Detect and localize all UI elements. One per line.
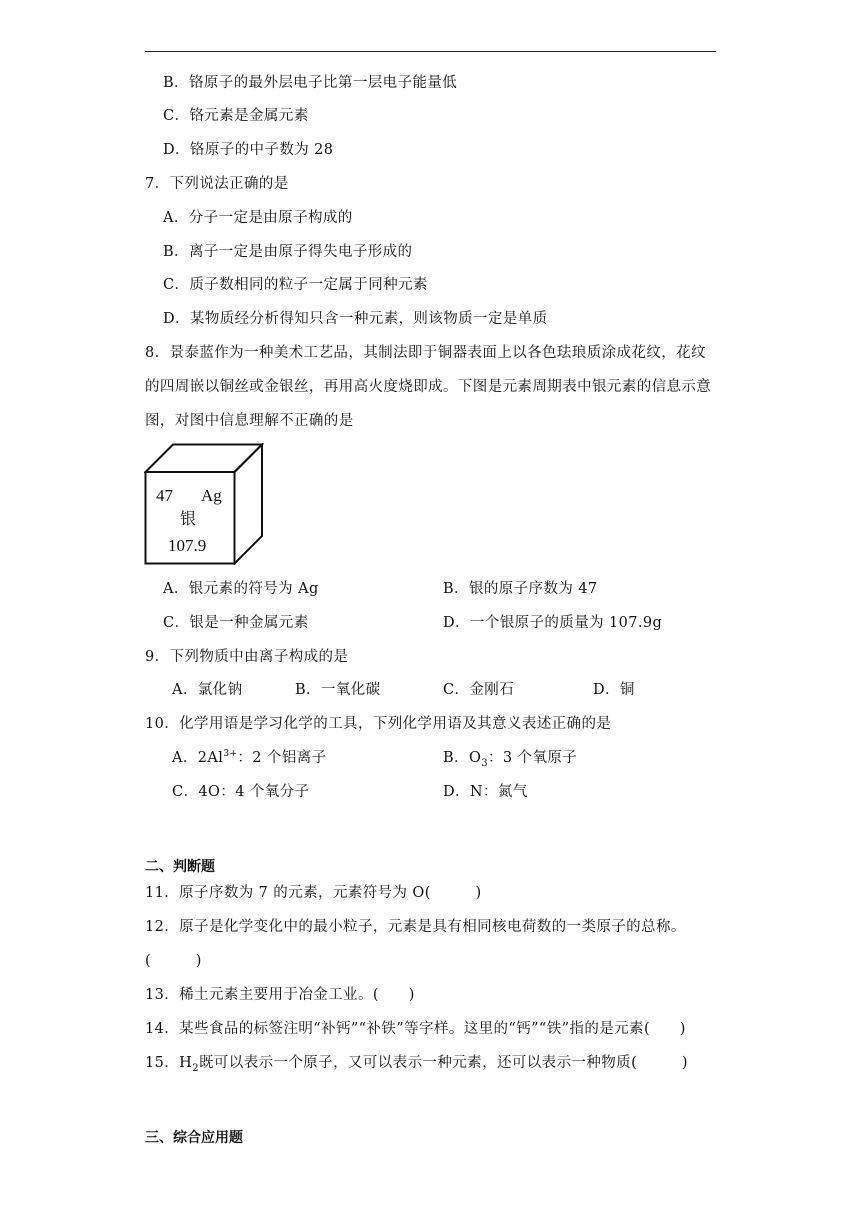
- element-symbol: Ag: [201, 486, 222, 505]
- q10-stem: 10．化学用语是学习化学的工具，下列化学用语及其意义表述正确的是: [145, 716, 612, 732]
- header-rule: [145, 51, 716, 52]
- q12-line1: 12．原子是化学变化中的最小粒子，元素是具有相同核电荷数的一类原子的总称。: [145, 919, 686, 935]
- q10-option-d: D．N：氮气: [443, 784, 528, 800]
- q10-option-a: A．$2Al^{3+}$：2 个铝离子: [172, 749, 327, 766]
- q7-stem: 7．下列说法正确的是: [145, 176, 289, 192]
- q9-stem: 9．下列物质中由离子构成的是: [145, 649, 349, 665]
- atomic-number: 47: [156, 486, 173, 505]
- element-name: 银: [180, 509, 197, 528]
- q9-option-b: B．一氧化碳: [295, 682, 381, 698]
- q14: 14．某些食品的标签注明“补钙”“补铁”等字样。这里的“钙”“铁”指的是元素( ): [145, 1021, 686, 1037]
- q8-option-b: B．银的原子序数为 47: [443, 581, 598, 597]
- section-2-title: 二、判断题: [145, 859, 215, 875]
- q12-line2: ( ): [145, 953, 202, 969]
- q7-option-d: D．某物质经分析得知只含一种元素，则该物质一定是单质: [163, 311, 548, 327]
- silver-element-card: [144, 443, 264, 565]
- q7-option-c: C．质子数相同的粒子一定属于同种元素: [163, 277, 428, 293]
- q6-option-b: B．铬原子的最外层电子比第一层电子能量低: [163, 75, 458, 91]
- q11: 11．原子序数为 7 的元素，元素符号为 O( ): [145, 885, 482, 901]
- q6-option-d: D．铬原子的中子数为 28: [163, 142, 334, 158]
- q8-option-d: D．一个银原子的质量为 107.9g: [443, 615, 663, 631]
- q9-option-a: A．氯化钠: [172, 682, 243, 698]
- q8-stem-line2: 的四周嵌以铜丝或金银丝，再用高火度烧即成。下图是元素周期表中银元素的信息示意: [145, 379, 712, 395]
- q8-option-c: C．银是一种金属元素: [163, 615, 309, 631]
- atomic-mass: 107.9: [168, 536, 207, 555]
- q10-option-b: B．$O_3$：3 个氧原子: [443, 750, 578, 769]
- section-3-title: 三、综合应用题: [145, 1130, 243, 1146]
- q13: 13．稀土元素主要用于冶金工业。( ): [145, 987, 415, 1003]
- q8-option-a: A．银元素的符号为 Ag: [163, 581, 319, 597]
- q10-option-c: C．4O：4 个氧分子: [172, 784, 310, 800]
- q8-stem-line3: 图，对图中信息理解不正确的是: [145, 413, 354, 429]
- q15: 15．$H_2$既可以表示一个原子，又可以表示一种元素，还可以表示一种物质( ): [145, 1055, 688, 1074]
- q7-option-a: A．分子一定是由原子构成的: [163, 210, 353, 226]
- q9-option-c: C．金刚石: [443, 682, 515, 698]
- q6-option-c: C．铬元素是金属元素: [163, 108, 309, 124]
- q7-option-b: B．离子一定是由原子得失电子形成的: [163, 244, 413, 260]
- q8-stem-line1: 8．景泰蓝作为一种美术工艺品，其制法即于铜器表面上以各色珐琅质涂成花纹，花纹: [145, 345, 706, 361]
- q9-option-d: D．铜: [593, 682, 635, 698]
